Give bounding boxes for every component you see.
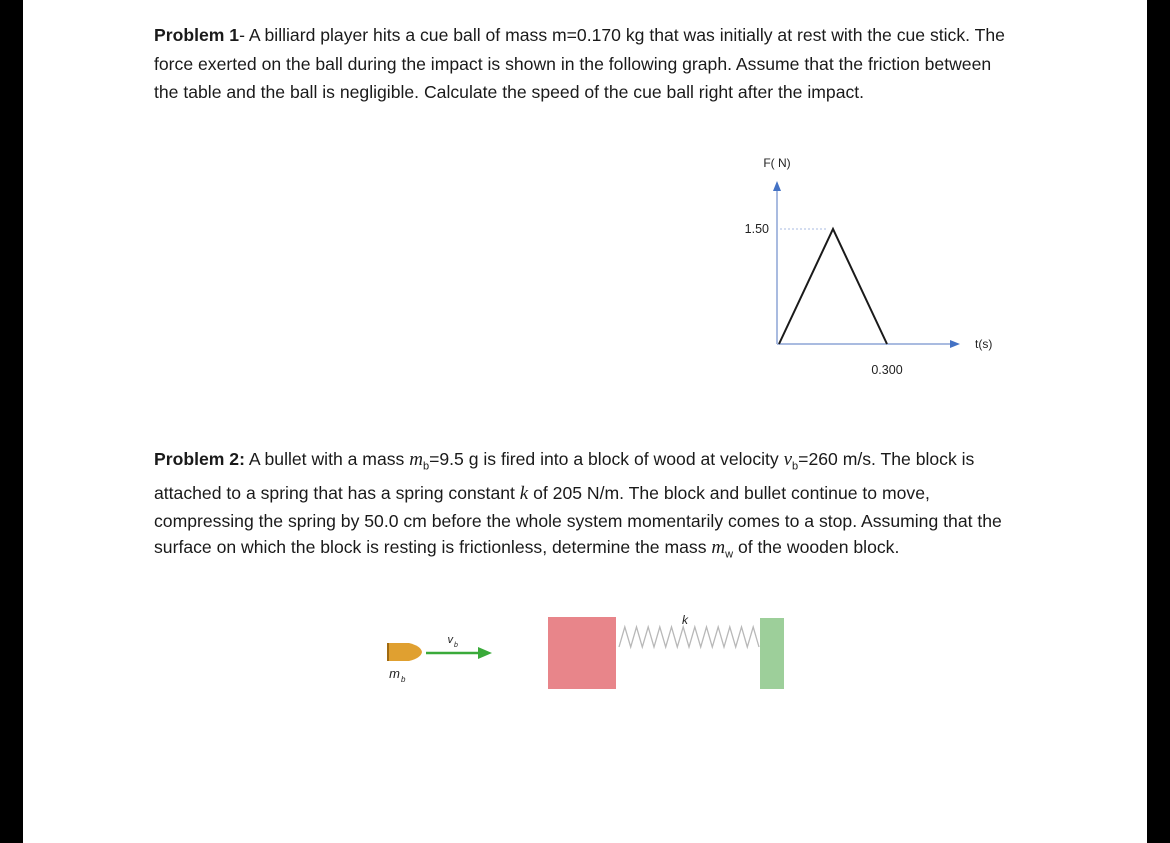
mass-symbol: m <box>711 537 726 559</box>
peak-value-label: 1.50 <box>744 222 769 236</box>
problem-2-label: Problem 2: <box>154 449 245 469</box>
problem-2-part: A bullet with a mass <box>244 449 410 469</box>
problem-2-part: of the wooden block. <box>733 537 900 558</box>
bullet-subscript: b <box>422 460 430 473</box>
mass-symbol: m <box>409 449 423 470</box>
bullet-subscript: b <box>792 460 799 473</box>
velocity-arrowhead <box>478 647 492 659</box>
document-page <box>23 0 1147 843</box>
velocity-label: v <box>447 634 453 646</box>
wooden-block <box>548 617 616 689</box>
bullet-mass-label: m <box>389 666 400 681</box>
wall <box>760 618 784 689</box>
end-time-label: 0.300 <box>871 363 903 377</box>
spring-constant-symbol: k <box>519 483 529 505</box>
wood-subscript: w <box>725 548 734 561</box>
x-axis-label: t(s) <box>975 337 993 351</box>
problem-2-part: of 205 N/m. The block and bullet continue to move, compressing the spring by 50.0 cm before the whole system momentarily comes to a stop. Assuming that the surface on which the block is resting is frictionless, determine the mass <box>154 483 1002 558</box>
velocity-subscript: b <box>454 642 458 649</box>
spring-constant-label: k <box>682 613 688 627</box>
problem-1-label: Problem 1 <box>154 25 240 45</box>
problem-2-part: =260 m/s. The block is attached to a spring that has a spring constant <box>154 449 975 504</box>
velocity-symbol: v <box>783 449 793 470</box>
problem-2-part: =9.5 g is fired into a block of wood at velocity <box>429 449 784 469</box>
bullet-mass-subscript: b <box>401 675 406 684</box>
y-axis-label: F( N) <box>763 156 791 170</box>
spring <box>619 627 759 647</box>
problem-1-body: - A billiard player hits a cue ball of mass m=0.170 kg that was initially at rest with the cue stick. The force exerted on the ball during the impact is shown in the following graph. Assume that the friction between the table and the ball is negligible. Calculate the speed of the cue ball right after the impact. <box>154 25 1005 102</box>
bullet-block-spring-figure <box>23 0 1147 843</box>
bullet-icon <box>388 643 422 661</box>
